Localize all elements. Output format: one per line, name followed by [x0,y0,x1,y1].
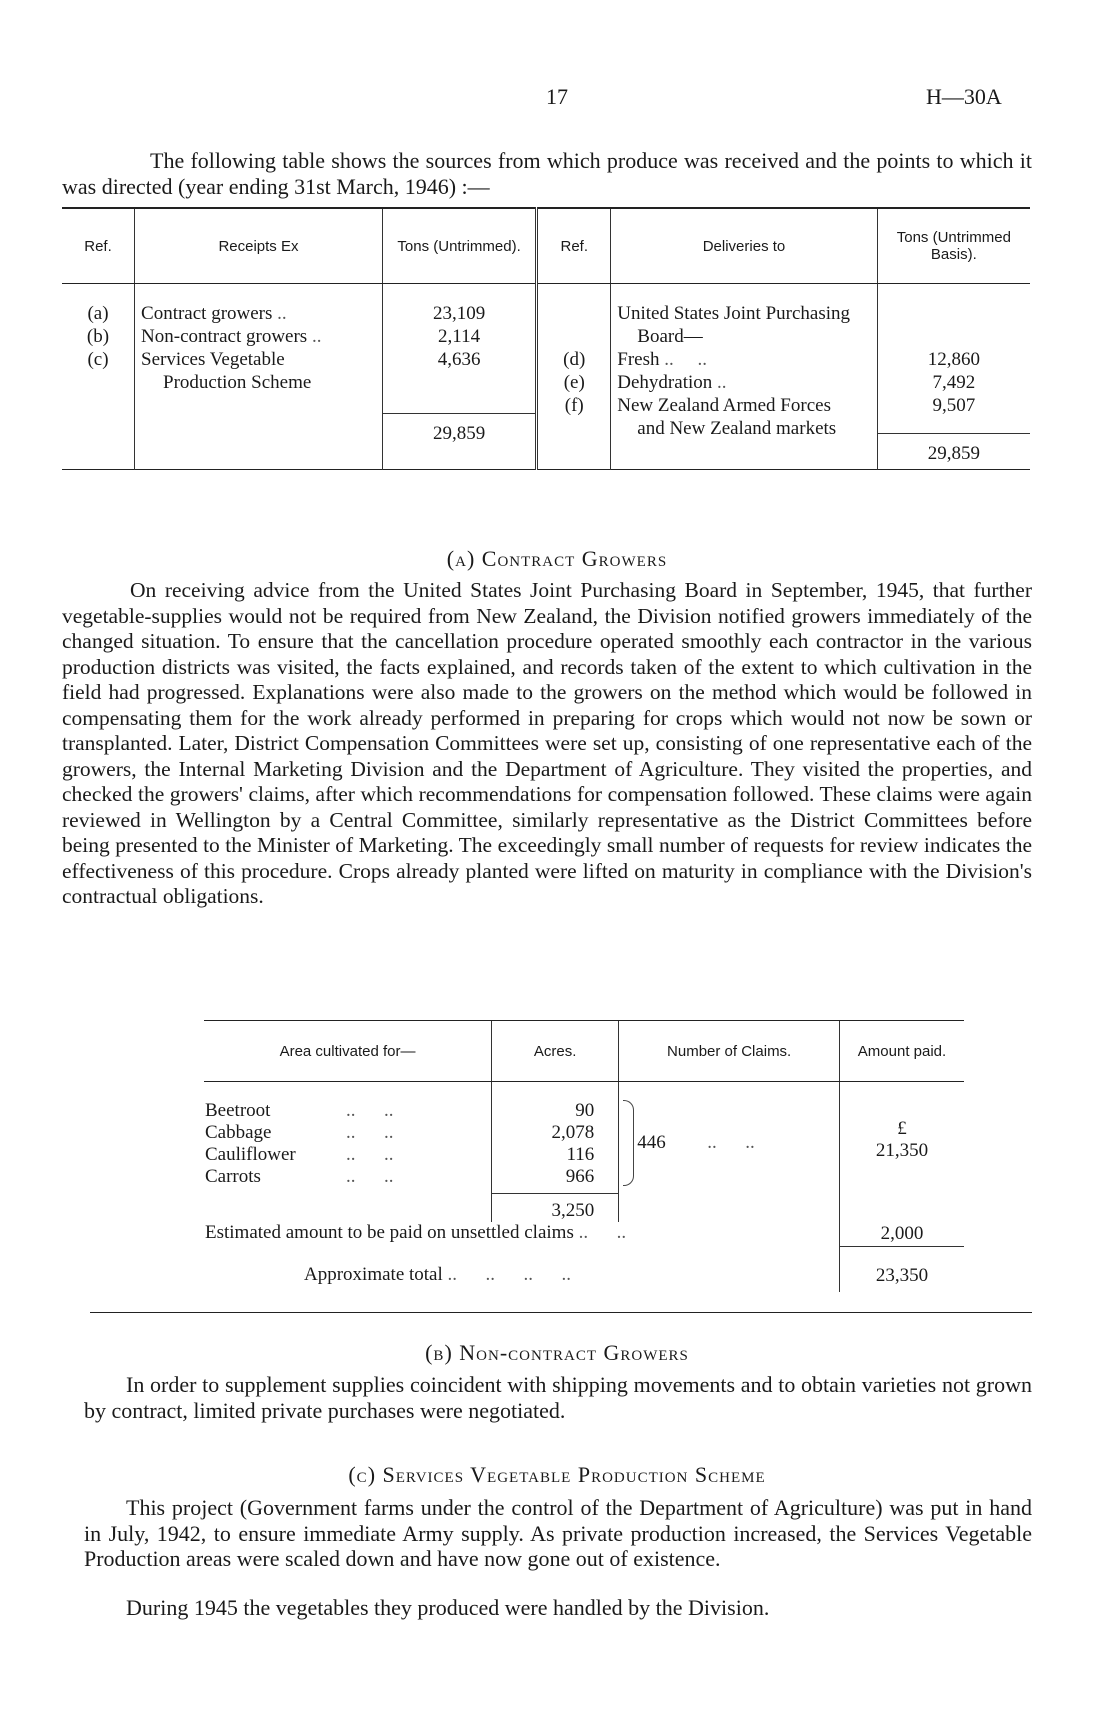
intro-paragraph: The following table shows the sources from which produce was received and the points to which it was directed (year ending 31st March, 1946) :— [62,148,1032,199]
section-c-title: (c) Services Vegetable Production Scheme [348,1462,766,1487]
col-area: Area cultivated for— [204,1021,492,1082]
estimated-amount: 2,000 [839,1222,964,1247]
ref-label: (c) [87,349,109,370]
crop-label: Cabbage .. .. [205,1122,394,1143]
receipt-refs [62,284,135,470]
receipt-label: Services Vegetable Production Scheme [141,349,312,393]
acres-list [492,1082,619,1194]
delivery-label: New Zealand Armed Forces and New Zealand markets [617,395,837,439]
table-row [204,1193,964,1222]
crop-label: Cauliflower .. .. [205,1144,394,1165]
ref-label: (a) [87,303,109,324]
tons-value: 7,492 [932,372,976,393]
col-tons: Tons (Untrimmed). [382,208,536,284]
col-ref: Ref. [62,208,135,284]
deliveries-total: 29,859 [878,433,1030,465]
receipt-sources [135,284,383,470]
tons-value: 2,114 [438,326,481,347]
section-b-body: In order to supplement supplies coincident with shipping movements and to obtain varieties not grown by contract, limited private purchases were negotiated. [84,1372,1032,1423]
section-c-body-2: During 1945 the vegetables they produced were handled by the Division. [126,1595,770,1620]
section-c-body: This project (Government farms under the control of the Department of Agriculture) was put in hand in July, 1942, to ensure immediate Army supply. As private production increased, the Services Vegetable Production areas were scaled down and have now gone out of existence. [84,1495,1032,1571]
tons-value: 23,109 [432,303,486,324]
claims-cell: 446 .. .. [619,1082,840,1194]
page-number: 17 [546,84,568,109]
delivery-label: Fresh .. .. [617,349,708,370]
document-reference: H—30A [926,84,1002,109]
claims-value: 446 [637,1132,666,1153]
amount-value: 21,350 [875,1140,929,1161]
acres-value: 2,078 [551,1122,595,1143]
receipt-label: Non-contract growers .. [141,326,322,347]
receipts-deliveries-table [62,207,1030,470]
col-tons2: Tons (Untrimmed Basis). [877,208,1030,284]
receipt-label: Contract growers .. [141,303,287,324]
ref-label: (f) [564,395,584,416]
section-a-title: (a) Contract Growers [446,546,668,571]
compensation-table [204,1020,964,1292]
ref-label: (e) [563,372,585,393]
tons-value: 4,636 [437,349,481,370]
table-row [204,1082,964,1194]
col-deliveries: Deliveries to [611,208,877,284]
col-ref2: Ref. [537,208,611,284]
table-header-row [204,1021,964,1082]
section-a-body: On receiving advice from the United States Joint Purchasing Board in September, 1945, that further vegetable-supplies would not be required from New Zealand, the Division notified growers immediately of the changed situation. To ensure that the cancellation procedure operated smoothly each contractor in the various production districts was visited, the facts explained, and records taken of the extent to which cultivation in the field had progressed. Explanations were also made to the growers on the method which would be followed in compensating them for the work already performed in preparing for crops which would not now be sown or transplanted. Later, District Compensation Committees were set up, consisting of one representative each of the growers, the Internal Marketing Division and the Department of Agriculture. They visited the properties, and checked the growers' claims, after which recommendations for compensation followed. These claims were again reviewed in Wellington by a Central Committee, similarly representative as the District Committees before being presented to the Minister of Marketing. The exceedingly small number of requests for review indicates the effectiveness of this procedure. Crops already planted were lifted on maturity in compliance with the Division's contractual obligations. [62,578,1032,908]
crop-label: Carrots .. .. [205,1166,394,1187]
col-acres: Acres. [492,1021,619,1082]
crop-list [204,1082,492,1194]
receipts-total: 29,859 [383,413,535,445]
tons-value: 12,860 [927,349,980,370]
delivery-tons [877,284,1030,470]
ref-label: (b) [86,326,110,347]
table-header-row [62,208,1030,284]
crop-label: Beetroot .. .. [205,1100,394,1121]
ref-label: (d) [563,349,586,370]
approx-amount: 23,350 [839,1246,964,1292]
col-amount: Amount paid. [839,1021,964,1082]
acres-value: 90 [575,1100,595,1121]
estimated-label: Estimated amount to be paid on unsettled claims .. .. [205,1222,627,1244]
acres-value: 966 [565,1166,595,1187]
table-body-row [62,284,1030,470]
table-row [204,1222,964,1247]
amount-cell [839,1082,964,1194]
acres-total: 3,250 [492,1193,619,1222]
col-claims: Number of Claims. [619,1021,840,1082]
acres-value: 116 [566,1144,595,1165]
delivery-refs [537,284,611,470]
receipt-tons [382,284,536,470]
delivery-destinations [611,284,877,470]
col-receipts: Receipts Ex [135,208,383,284]
brace-icon [623,1100,634,1186]
approx-label: Approximate total .. .. .. .. [304,1264,572,1285]
delivery-label: United States Joint Purchasing Board— [617,303,851,347]
section-b-title: (b) Non-contract Growers [425,1340,689,1365]
tons-value: 9,507 [932,395,976,416]
currency-symbol: £ [897,1118,907,1139]
table-row [204,1246,964,1292]
delivery-label: Dehydration .. [617,372,727,393]
table-bottom-rule [90,1312,1032,1313]
